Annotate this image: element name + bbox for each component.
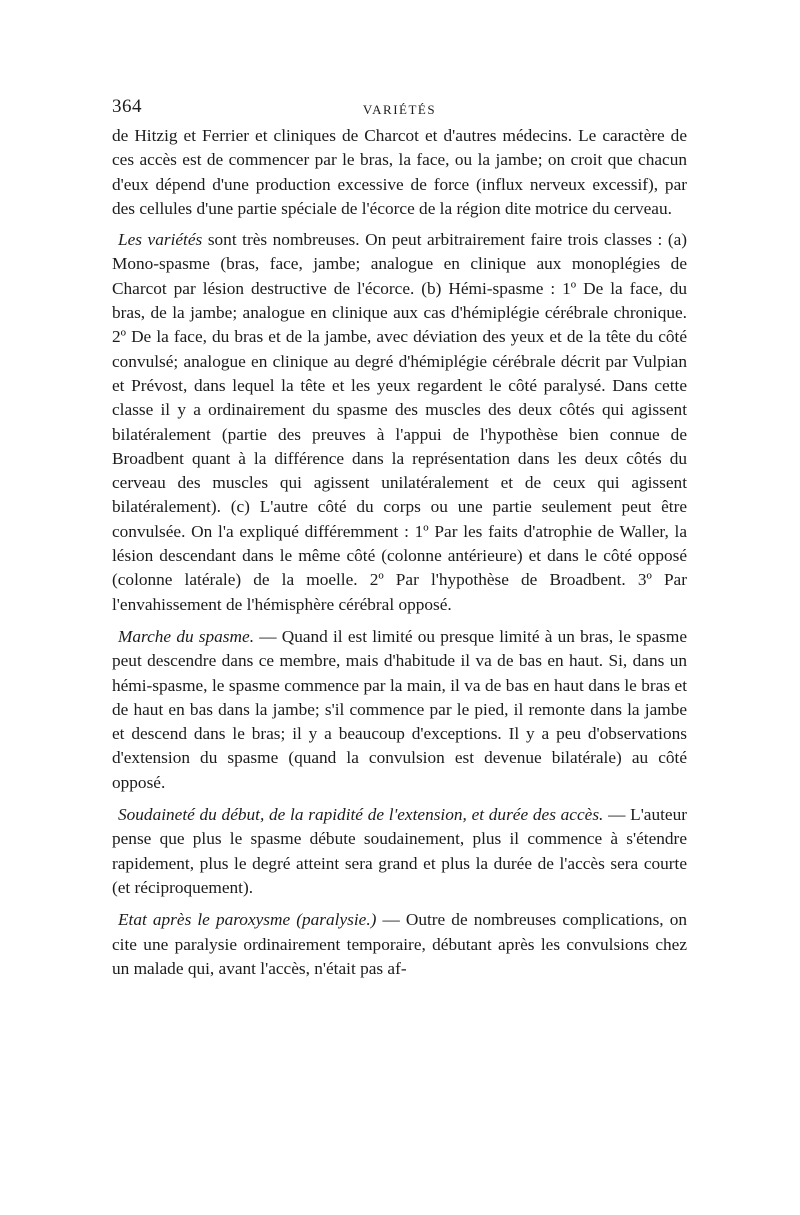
body-text (112, 124, 687, 981)
page-number: 364 (112, 96, 142, 117)
book-page (112, 96, 687, 989)
paragraph-etat (112, 908, 687, 981)
paragraph-text: — Outre de nombreuses complications, on cite une paralysie ordinairement temporaire, débutant après les convulsions chez un malade qui, avant l'accès, n'était pas af- (112, 910, 687, 978)
paragraph-text: sont très nombreuses. On peut arbitrairement faire trois classes : (a) Mono-spasme (bras, face, jambe; analogue en clinique aux monoplégies de Charcot par lésion destructive de l'écorce. (b) Hémi-spasme : 1º De la face, du bras, de la jambe; analogue en clinique aux cas d'hémiplégie cérébrale chronique. 2º De la face, du bras et de la jambe, avec déviation des yeux et de la tête du côté convulsé; analogue en clinique au degré d'hémiplégie cérébrale décrit par Vulpian et Prévost, dans lequel la tête et les yeux regardent le côté paralysé. Dans cette classe il y a ordinairement du spasme des muscles des deux côtés qui agissent bilatéralement (partie des preuves à l'appui de l'hypothèse bien connue de Broadbent quant à la différence dans la représentation dans les deux côtés du cerveau des muscles qui agissent unilatéralement et de ceux qui agissent bilatéralement). (c) L'autre côté du corps ou une partie seulement peut être convulsée. On l'a expliqué différemment : 1º Par les faits d'atrophie de Waller, la lésion descendant dans le même côté (colonne antérieure) et dans le côté opposé (colonne latérale) de la moelle. 2º Par l'hypothèse de Broadbent. 3º Par l'envahissement de l'hémisphère cérébral opposé. (112, 230, 688, 614)
paragraph-text: de Hitzig et Ferrier et cliniques de Charcot et d'autres médecins. Le caractère de ces accès est de commencer par le bras, la face, ou la jambe; on croit que chacun d'eux dépend d'une production excessive de force (influx nerveux excessif), par des cellules d'une partie spéciale de l'écorce de la région dite motrice du cerveau. (112, 126, 687, 218)
paragraph-soudainete (112, 803, 687, 900)
paragraph-text: — L'auteur pense que plus le spasme débute soudainement, plus il commence à s'étendre rapidement, plus le degré atteint sera grand et plus la durée de l'accès sera courte (et réciproquement). (112, 805, 687, 897)
page-header (112, 96, 687, 124)
running-head: VARIÉTÉS (362, 102, 437, 117)
paragraph (112, 124, 687, 221)
paragraph-lead: Marche du spasme. (118, 626, 255, 646)
paragraph-lead: Les variétés (118, 230, 203, 250)
paragraph-text: — Quand il est limité ou presque limité à un bras, le spasme peut descendre dans ce membre, mais d'habitude il va de bas en haut. Si, dans un hémi-spasme, le spasme commence par la main, il va de bas en haut dans le bras et de haut en bas dans la jambe; s'il commence par le pied, il remonte dans la jambe et descend dans le bras; il y a beaucoup d'exceptions. Il y a peu d'observations d'extension du spasme (quand la convulsion est devenue bilatérale) au côté opposé. (112, 626, 687, 792)
paragraph-lead: Soudaineté du début, de la rapidité de l'extension, et durée des accès. (118, 805, 604, 825)
paragraph-lead: Etat après le paroxysme (paralysie.) (118, 910, 377, 930)
paragraph-varietes (112, 228, 687, 617)
paragraph-marche (112, 625, 687, 795)
